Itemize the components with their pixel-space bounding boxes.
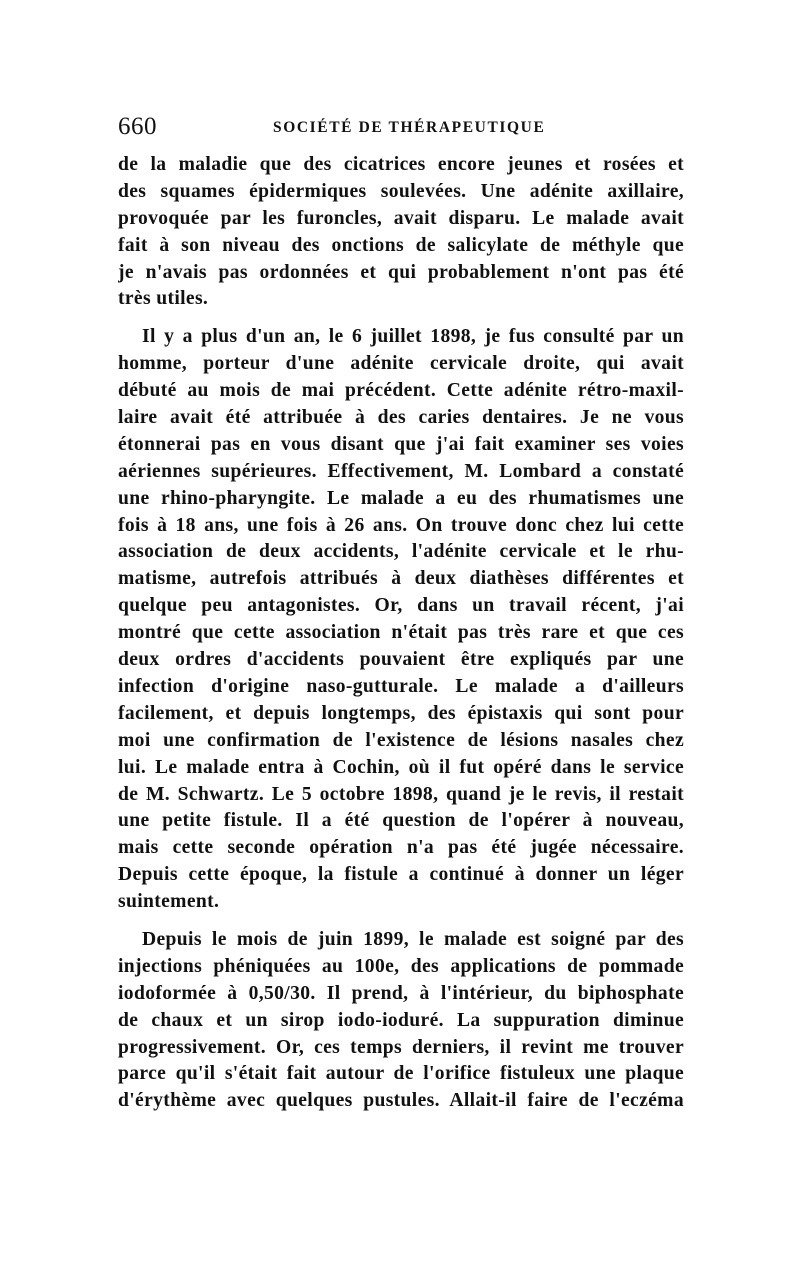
text-line: lui. Le malade entra à Cochin, où il fut opéré dans le service (118, 756, 684, 778)
text-line: une petite fistule. Il a été question de l'opérer à nouveau, (118, 810, 684, 832)
text-line: association de deux accidents, l'adénite cervicale et le rhu- (118, 541, 684, 563)
text-line: injections phéniquées au 100e, des applications de pommade (118, 955, 684, 977)
text-line: mais cette seconde opération n'a pas été jugée nécessaire. (118, 837, 684, 859)
paragraph-1 (118, 152, 684, 313)
text-line: deux ordres d'accidents pouvaient être expliqués par une (118, 649, 684, 671)
text-line: de chaux et un sirop iodo-ioduré. La suppuration diminue (118, 1009, 684, 1031)
text-line: matisme, autrefois attribués à deux diathèses différentes et (118, 568, 684, 590)
text-line: Depuis cette époque, la fistule a continué à donner un léger (118, 864, 684, 886)
text-line: facilement, et depuis longtemps, des épistaxis qui sont pour (118, 702, 684, 724)
page-header (118, 113, 684, 143)
text-line: Depuis le mois de juin 1899, le malade est soigné par des (142, 928, 684, 950)
paragraph-2 (118, 324, 684, 916)
text-line: provoquée par les furoncles, avait disparu. Le malade avait (118, 207, 684, 229)
text-line: moi une confirmation de l'existence de lésions nasales chez (118, 729, 684, 751)
text-line: iodoformée à 0,50/30. Il prend, à l'intérieur, du biphosphate (118, 982, 684, 1004)
text-line: très utiles. (118, 288, 209, 310)
text-line: quelque peu antagonistes. Or, dans un travail récent, j'ai (118, 595, 684, 617)
text-line: des squames épidermiques soulevées. Une adénite axillaire, (118, 180, 684, 202)
text-line: étonnerai pas en vous disant que j'ai fait examiner ses voies (118, 433, 684, 455)
text-line: de M. Schwartz. Le 5 octobre 1898, quand je le revis, il restait (118, 783, 684, 805)
page-number: 660 (118, 113, 157, 140)
text-line: débuté au mois de mai précédent. Cette adénite rétro-maxil- (118, 380, 684, 402)
text-line: d'érythème avec quelques pustules. Allait-il faire de l'eczéma (118, 1090, 684, 1112)
text-line: fois à 18 ans, une fois à 26 ans. On trouve donc chez lui cette (118, 514, 684, 536)
text-line: aériennes supérieures. Effectivement, M. Lombard a constaté (118, 460, 684, 482)
text-line: une rhino-pharyngite. Le malade a eu des rhumatismes une (118, 487, 684, 509)
text-line: laire avait été attribuée à des caries dentaires. Je ne vous (118, 407, 684, 429)
text-line: je n'avais pas ordonnées et qui probablement n'ont pas été (118, 261, 684, 283)
text-line: homme, porteur d'une adénite cervicale droite, qui avait (118, 353, 684, 375)
text-line: parce qu'il s'était fait autour de l'orifice fistuleux une plaque (118, 1063, 684, 1085)
text-line: de la maladie que des cicatrices encore jeunes et rosées et (118, 154, 684, 175)
text-line: progressivement. Or, ces temps derniers, il revint me trouver (118, 1036, 684, 1058)
body-text (118, 152, 684, 1115)
text-line: fait à son niveau des onctions de salicylate de méthyle que (118, 234, 684, 256)
paragraph-3 (118, 927, 684, 1115)
text-line: suintement. (118, 891, 220, 913)
running-head: SOCIÉTÉ DE THÉRAPEUTIQUE (273, 119, 546, 136)
text-line: Il y a plus d'un an, le 6 juillet 1898, je fus consulté par un (142, 326, 684, 348)
text-line: montré que cette association n'était pas très rare et que ces (118, 622, 684, 644)
text-line: infection d'origine naso-gutturale. Le malade a d'ailleurs (118, 675, 684, 697)
